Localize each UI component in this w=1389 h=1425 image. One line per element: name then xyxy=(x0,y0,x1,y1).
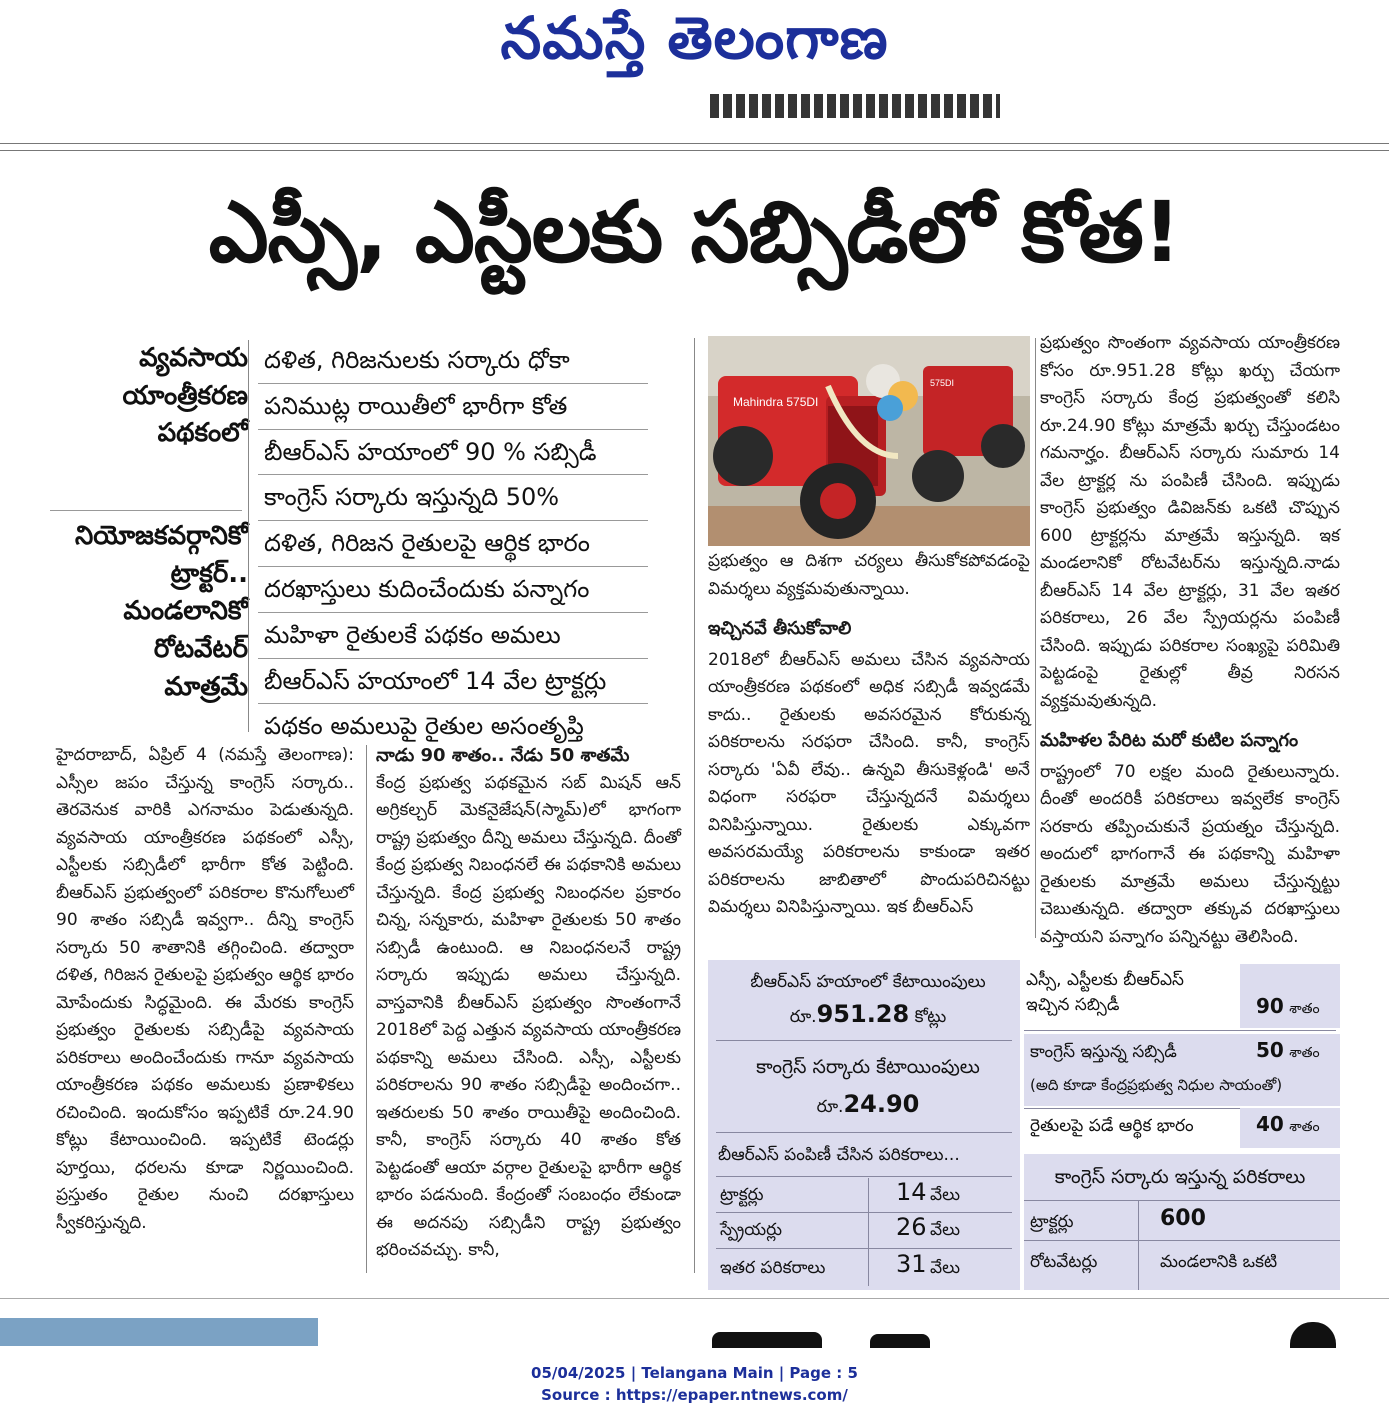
side-label-line: మాత్రమే xyxy=(164,671,248,702)
next-headline-fragment xyxy=(1290,1322,1336,1348)
masthead xyxy=(0,0,1389,150)
side-label-line: రోటవేటర్ xyxy=(153,634,248,665)
bullet-list xyxy=(258,338,648,749)
article-text: కేంద్ర ప్రభుత్వ పథకమైన సబ్ మిషన్ ఆన్ అగ్రికల్చర్ మెకనైజేషన్(స్మామ్)లో భాగంగా రాష్ట్ర ప్రభుత్వం దీన్ని అమలు చేస్తున్నది. దీంతో కేంద్ర ప్రభుత్వ నిబంధనలే ఈ పథకానికి అమలు చేస్తున్నది. కేంద్ర ప్రభుత్వ నిబంధనల ప్రకారం చిన్న, సన్నకారు, మహిళా రైతులకు 50 శాతం సబ్సిడీ ఉంటుంది. ఆ నిబంధనలనే రాష్ట్ర సర్కారు ఇప్పుడు అమలు చేస్తున్నది. వాస్తవానికి బీఆర్ఎస్ ప్రభుత్వం సొంతంగానే 2018లో పెద్ద ఎత్తున వ్యవసాయ యాంత్రీకరణ పథకాన్ని అమలు చేసింది. ఎస్సీ, ఎస్టీలకు పరికరాలను 90 శాతం సబ్సిడీపై అందించగా.. ఇతరులకు 50 శాతం రాయితీపై అందించింది. కానీ, కాంగ్రెస్ సర్కారు 40 శాతం కోత పెట్టడంతో ఆయా వర్గాల రైతులపై భారీగా ఆర్థిక భారం పడనుంది. కేంద్రంతో సంబంధం లేకుండా ఈ అదనపు సబ్సిడీని రాష్ట్ర ప్రభుత్వం భరించవచ్చు. కానీ, xyxy=(376,772,681,1260)
side-label-tractor xyxy=(75,518,248,706)
info-divider xyxy=(1024,1030,1336,1031)
bullet-item: బీఆర్ఎస్ హయాంలో 14 వేల ట్రాక్టర్లు xyxy=(258,659,648,705)
bullet-item: పథకం అమలుపై రైతుల అసంతృప్తి xyxy=(264,712,584,741)
article-text: 2018లో బీఆర్ఎస్ అమలు చేసిన వ్యవసాయ యాంత్రీకరణ పథకంలో అధిక సబ్సిడీ ఇవ్వడమే కాదు.. రైతులకు అవసరమైన కోరుకున్న పరికరాలను సరఫరా చేసింది. కానీ, కాంగ్రెస్ సర్కారు 'ఏవీ లేవు.. ఉన్నవి తీసుకెళ్లండి' అనే విధంగా సరఫరా చేస్తున్నదనే విమర్శలు వినిపిస్తున్నాయి. రైతులకు ఎక్కువగా అవసరమయ్యే పరికరాలను కాకుండా ఇతర పరికరాలను జాబితాలో పొందుపరిచినట్టు విమర్శలు వినిపిస్తున్నాయి. ఇక బీఆర్ఎస్ xyxy=(708,649,1030,917)
congress-allocation-label: కాంగ్రెస్ సర్కారు కేటాయింపులు xyxy=(756,1056,980,1078)
subsidy-number: 40 xyxy=(1256,1112,1284,1136)
side-label-line: మండలానికో xyxy=(123,596,248,627)
info-divider xyxy=(716,1176,1012,1177)
congress-equipment-label: కాంగ్రెస్ సర్కారు ఇస్తున్న పరికరాలు xyxy=(1054,1166,1306,1188)
info-col-divider xyxy=(1138,1200,1139,1290)
footer-source: Source : https://epaper.ntnews.com/ xyxy=(541,1386,848,1404)
article-column-3 xyxy=(708,548,1030,922)
brs-item-unit: వేలు xyxy=(930,1185,961,1205)
info-divider xyxy=(1024,1240,1340,1241)
masthead-rule-2 xyxy=(0,150,1389,151)
photo-label-1: Mahindra 575DI xyxy=(733,395,819,409)
congress-equipment-item: ట్రాక్టర్లు xyxy=(1030,1212,1074,1232)
subheading: మహిళల పేరిట మరో కుటిల పన్నాగం xyxy=(1040,730,1299,751)
masthead-cut-text xyxy=(710,94,1000,118)
subsidy-value xyxy=(1256,994,1320,1020)
farmer-burden-value xyxy=(1256,1112,1320,1138)
congress-allocation-value: 24.90 xyxy=(843,1090,920,1118)
article-column-4 xyxy=(1040,330,1340,951)
article-text: ప్రభుత్వం సొంతంగా వ్యవసాయ యాంత్రీకరణ కోసం రూ.951.28 కోట్లు ఖర్చు చేయగా కాంగ్రెస్ సర్కారు కేంద్ర ప్రభుత్వంతో కలిసి రూ.24.90 కోట్లు మాత్రమే ఖర్చు చేస్తుండటం గమనార్హం. బీఆర్ఎస్ సర్కారు సుమారు 14 వేల ట్రాక్టర్ల ను పంపిణీ చేసింది. ఇప్పుడు కాంగ్రెస్ ప్రభుత్వం డివిజన్‌కు ఒకటి చొప్పున 600 ట్రాక్టర్లను మాత్రమే ఇస్తున్నది. ఇక మండలానికో రోటవేటర్‌ను ఇస్తున్నది.నాడు బీఆర్ఎస్ 14 వేల ట్రాక్టర్లు, 31 వేల ఇతర పరికరాలు, 26 వేల స్ప్రేయర్లను పంపిణీ చేసింది. ఇప్పుడు పరికరాల సంఖ్యపై పరిమితి పెట్టడంపై రైతుల్లో తీవ్ర నిరసన వ్యక్తమవుతున్నది. xyxy=(1040,333,1340,711)
subsidy-unit: శాతం xyxy=(1289,1001,1320,1017)
bullet-item: కాంగ్రెస్ సర్కారు ఇస్తున్నది 50% xyxy=(258,475,648,521)
brs-item-unit: వేలు xyxy=(930,1220,961,1240)
brs-item-unit: వేలు xyxy=(930,1258,961,1278)
subsidy-unit: శాతం xyxy=(1289,1119,1320,1135)
brs-allocation-value: 951.28 xyxy=(816,1000,910,1028)
column-divider xyxy=(1035,338,1036,938)
article-column-1 xyxy=(56,742,354,1237)
congress-equipment-item: రోటవేటర్లు xyxy=(1030,1252,1098,1272)
congress-subsidy-value xyxy=(1256,1038,1320,1064)
info-divider xyxy=(1024,1200,1340,1201)
brs-item: స్ప్రేయర్లు xyxy=(720,1220,783,1240)
bullet-item: మహిళా రైతులకే పథకం అమలు xyxy=(258,613,648,659)
info-divider xyxy=(716,1248,1012,1249)
brs-allocation-prefix: రూ. xyxy=(789,1007,817,1027)
tractor-illustration xyxy=(708,336,1030,546)
bullet-item: బీఆర్ఎస్ హయాంలో 90 % సబ్సిడీ xyxy=(258,430,648,476)
side-label-scheme xyxy=(123,340,248,453)
masthead-title: నమస్తే తెలంగాణ xyxy=(500,4,889,72)
bullet-item: దరఖాస్తులు కుదించేందుకు పన్నాగం xyxy=(258,567,648,613)
info-box xyxy=(708,960,1340,1290)
congress-equipment-value: 600 xyxy=(1160,1206,1206,1231)
side-label-line: నియోజకవర్గానికో xyxy=(75,521,248,551)
farmer-burden-label: రైతులపై పడే ఆర్థిక భారం xyxy=(1030,1116,1194,1136)
side-divider xyxy=(248,340,249,732)
subsidy-unit: శాతం xyxy=(1289,1045,1320,1061)
subsidy-label-brs xyxy=(1026,968,1246,1018)
bullet-item: దళిత, గిరిజనులకు సర్కారు ధోకా xyxy=(258,338,648,384)
article-column-2 xyxy=(376,742,681,1265)
info-col-divider xyxy=(868,1178,869,1286)
masthead-rule xyxy=(0,143,1389,144)
brs-item-number: 14 xyxy=(896,1178,927,1206)
congress-subsidy-label: కాంగ్రెస్ ఇస్తున్న సబ్సిడీ xyxy=(1030,1042,1177,1062)
congress-allocation-prefix: రూ. xyxy=(816,1097,844,1117)
side-label-line: యాంత్రీకరణ xyxy=(122,380,248,411)
subsidy-number: 90 xyxy=(1256,994,1284,1018)
bullet-item: పనిముట్ల రాయితీలో భారీగా కోత xyxy=(258,384,648,430)
subsidy-label-line: ఎస్సీ, ఎస్టీలకు బీఆర్ఎస్ xyxy=(1026,970,1184,990)
side-label-line: ట్రాక్టర్.. xyxy=(170,558,248,589)
column-divider xyxy=(366,745,367,1273)
info-divider xyxy=(716,1040,1012,1041)
next-headline-fragment xyxy=(870,1334,930,1348)
bullet-item: దళిత, గిరిజన రైతులపై ఆర్థిక భారం xyxy=(258,521,648,567)
article-text: రాష్ట్రంలో 70 లక్షల మంది రైతులున్నారు. దీంతో అందరికీ పరికరాలు ఇవ్వలేక కాంగ్రెస్ సరకారు తప్పించుకునే ప్రయత్నం చేస్తున్నది. అందులో భాగంగానే ఈ పథకాన్ని మహిళా రైతులకు మాత్రమే అమలు చేస్తున్నట్టు చెబుతున్నది. తద్వారా తక్కువ దరఖాస్తులు వస్తాయని పన్నాగం పన్నినట్టు తెలిసింది. xyxy=(1040,761,1340,947)
side-label-line: పథకంలో xyxy=(157,418,248,449)
next-headline-fragment xyxy=(712,1332,822,1348)
congress-subsidy-note: (అది కూడా కేంద్రప్రభుత్వ నిధుల సాయంతో) xyxy=(1030,1076,1283,1094)
photo-label-2: 575DI xyxy=(930,378,955,388)
side-label-divider xyxy=(50,510,242,511)
headline: ఎస్సీ, ఎస్టీలకు సబ్సిడీలో కోత! xyxy=(208,183,1181,281)
article-text: హైదరాబాద్, ఏప్రిల్ 4 (నమస్తే తెలంగాణ): ఎస్సీల జపం చేస్తున్న కాంగ్రెస్ సర్కారు.. తెరవెనుక వారికి ఎగనామం పెడుతున్నది. వ్యవసాయ యాంత్రీకరణ పథకంలో ఎస్సీ, ఎస్టీలకు సబ్సిడీలో భారీగా కోత పెట్టింది. బీఆర్ఎస్ ప్రభుత్వంలో పరికరాల కొనుగోలులో 90 శాతం సబ్సిడీ ఇవ్వగా.. దీన్ని కాంగ్రెస్ సర్కారు 50 శాతానికి తగ్గించింది. తద్వారా దళిత, గిరిజన రైతులపై ప్రభుత్వం ఆర్థిక భారం మోపేందుకు సిద్ధమైంది. ఈ మేరకు కాంగ్రెస్ ప్రభుత్వం రైతులకు సబ్సిడీపై వ్యవసాయ పరికరాలు అందించేందుకు గానూ వ్యవసాయ యాంత్రీకరణ పథకం అమలుకు ప్రణాళికలు రచించింది. ఇందుకోసం ఇప్పటికే రూ.24.90 కోట్లు కేటాయించింది. ఇప్పటికే టెండర్లు పూర్తయి, ధరలను కూడా నిర్ణయించింది. ప్రస్తుతం రైతుల నుంచి దరఖాస్తులు స్వీకరిస్తున్నది. xyxy=(56,745,354,1233)
congress-equipment-value: మండలానికి ఒకటి xyxy=(1160,1252,1278,1272)
bottom-rule xyxy=(0,1298,1389,1299)
brs-allocation xyxy=(718,1000,1018,1031)
column-divider xyxy=(694,338,695,1273)
subsidy-number: 50 xyxy=(1256,1038,1284,1062)
brs-distribution-label: బీఆర్ఎస్ పంపిణీ చేసిన పరికరాలు... xyxy=(718,1145,960,1165)
brs-item: ఇతర పరికరాలు xyxy=(720,1258,826,1278)
subheading: ఇచ్చినవే తీసుకోవాలి xyxy=(708,618,852,639)
subheading: నాడు 90 శాతం.. నేడు 50 శాతమే xyxy=(376,745,630,766)
brs-allocation-unit: కోట్లు xyxy=(914,1007,947,1027)
next-article-photo xyxy=(0,1318,318,1346)
congress-allocation xyxy=(718,1090,1018,1121)
article-text: ప్రభుత్వం ఆ దిశగా చర్యలు తీసుకోకపోవడంపై విమర్శలు వ్యక్తమవుతున్నాయి. xyxy=(708,551,1030,599)
info-divider xyxy=(716,1132,1012,1133)
brs-allocation-label: బీఆర్ఎస్ హయాంలో కేటాయింపులు xyxy=(750,972,986,992)
tractor-photo xyxy=(708,336,1030,546)
side-label-line: వ్యవసాయ xyxy=(139,343,248,373)
brs-item-number: 26 xyxy=(896,1213,927,1241)
footer-date-page: 05/04/2025 | Telangana Main | Page : 5 xyxy=(531,1364,858,1382)
info-divider xyxy=(716,1212,1012,1213)
brs-item-number: 31 xyxy=(896,1250,927,1278)
brs-item: ట్రాక్టర్లు xyxy=(720,1185,764,1205)
subsidy-label-line: ఇచ్చిన సబ్సిడీ xyxy=(1026,995,1120,1015)
